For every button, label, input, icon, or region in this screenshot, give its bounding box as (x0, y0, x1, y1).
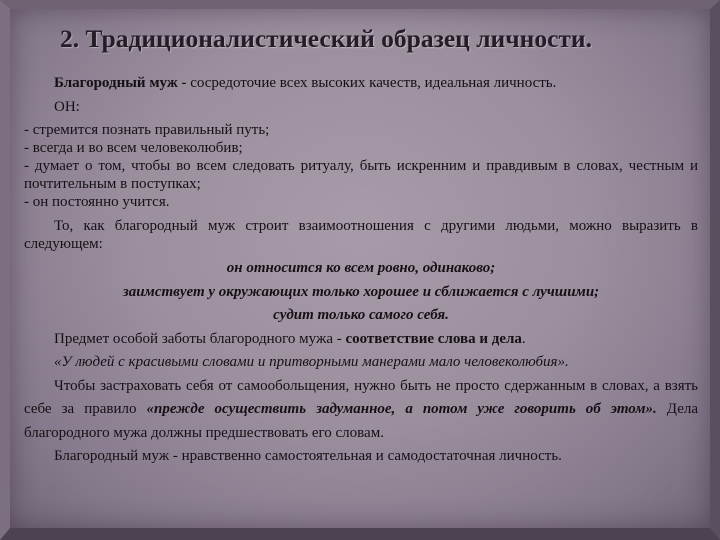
relation-item: заимствует у окружающих только хорошее и сближается с лучшими; (122, 283, 600, 300)
insure-quote: «прежде осуществить задуманное, а потом уже говорить об этом». (146, 401, 657, 417)
bullet-item: - всегда и во всем человеколюбив; (24, 140, 243, 156)
concern-end: . (521, 330, 526, 347)
intro-term: Благородный муж - (54, 75, 187, 91)
relation-item: он относится ко всем ровно, одинаково; (226, 260, 496, 276)
quote-paragraph: «У людей с красивыми словами и притворными манерами мало человеколюбия». (54, 354, 569, 370)
intro-text: сосредоточие всех высоких качеств, идеальная личность. (186, 75, 557, 91)
bullet-item: - думает о том, чтобы во всем следовать ритуалу, быть искренним и правдивым в словах, честным и почтительным в поступках; (24, 158, 698, 192)
bullet-item: - стремится познать правильный путь; (24, 122, 270, 138)
bullet-item: - он постоянно учится. (24, 194, 170, 210)
insure-end: Дела благородного мужа должны предшествовать его словам. (24, 401, 698, 441)
slide-body (24, 72, 698, 469)
relations-intro: То, как благородный муж строит взаимоотношения с другими людьми, можно выразить в следующем: (24, 218, 698, 252)
concern-text: Предмет особой заботы благородного мужа - (54, 330, 346, 347)
he-label: ОН: (54, 98, 80, 115)
concern-paragraph (24, 328, 698, 352)
insure-paragraph (24, 375, 698, 446)
relation-item: судит только самого себя. (273, 307, 449, 323)
slide-title: 2. Традиционалистический образец личности. (60, 24, 592, 53)
insure-text: Чтобы застраховать себя от самообольщения, нужно быть не просто сдержанным в словах, а взять себе за правило (24, 377, 698, 417)
concern-bold: соответствие слова и дела (345, 330, 522, 347)
intro-paragraph (24, 72, 698, 96)
final-paragraph: Благородный муж - нравственно самостоятельная и самодостаточная личность. (54, 448, 562, 464)
